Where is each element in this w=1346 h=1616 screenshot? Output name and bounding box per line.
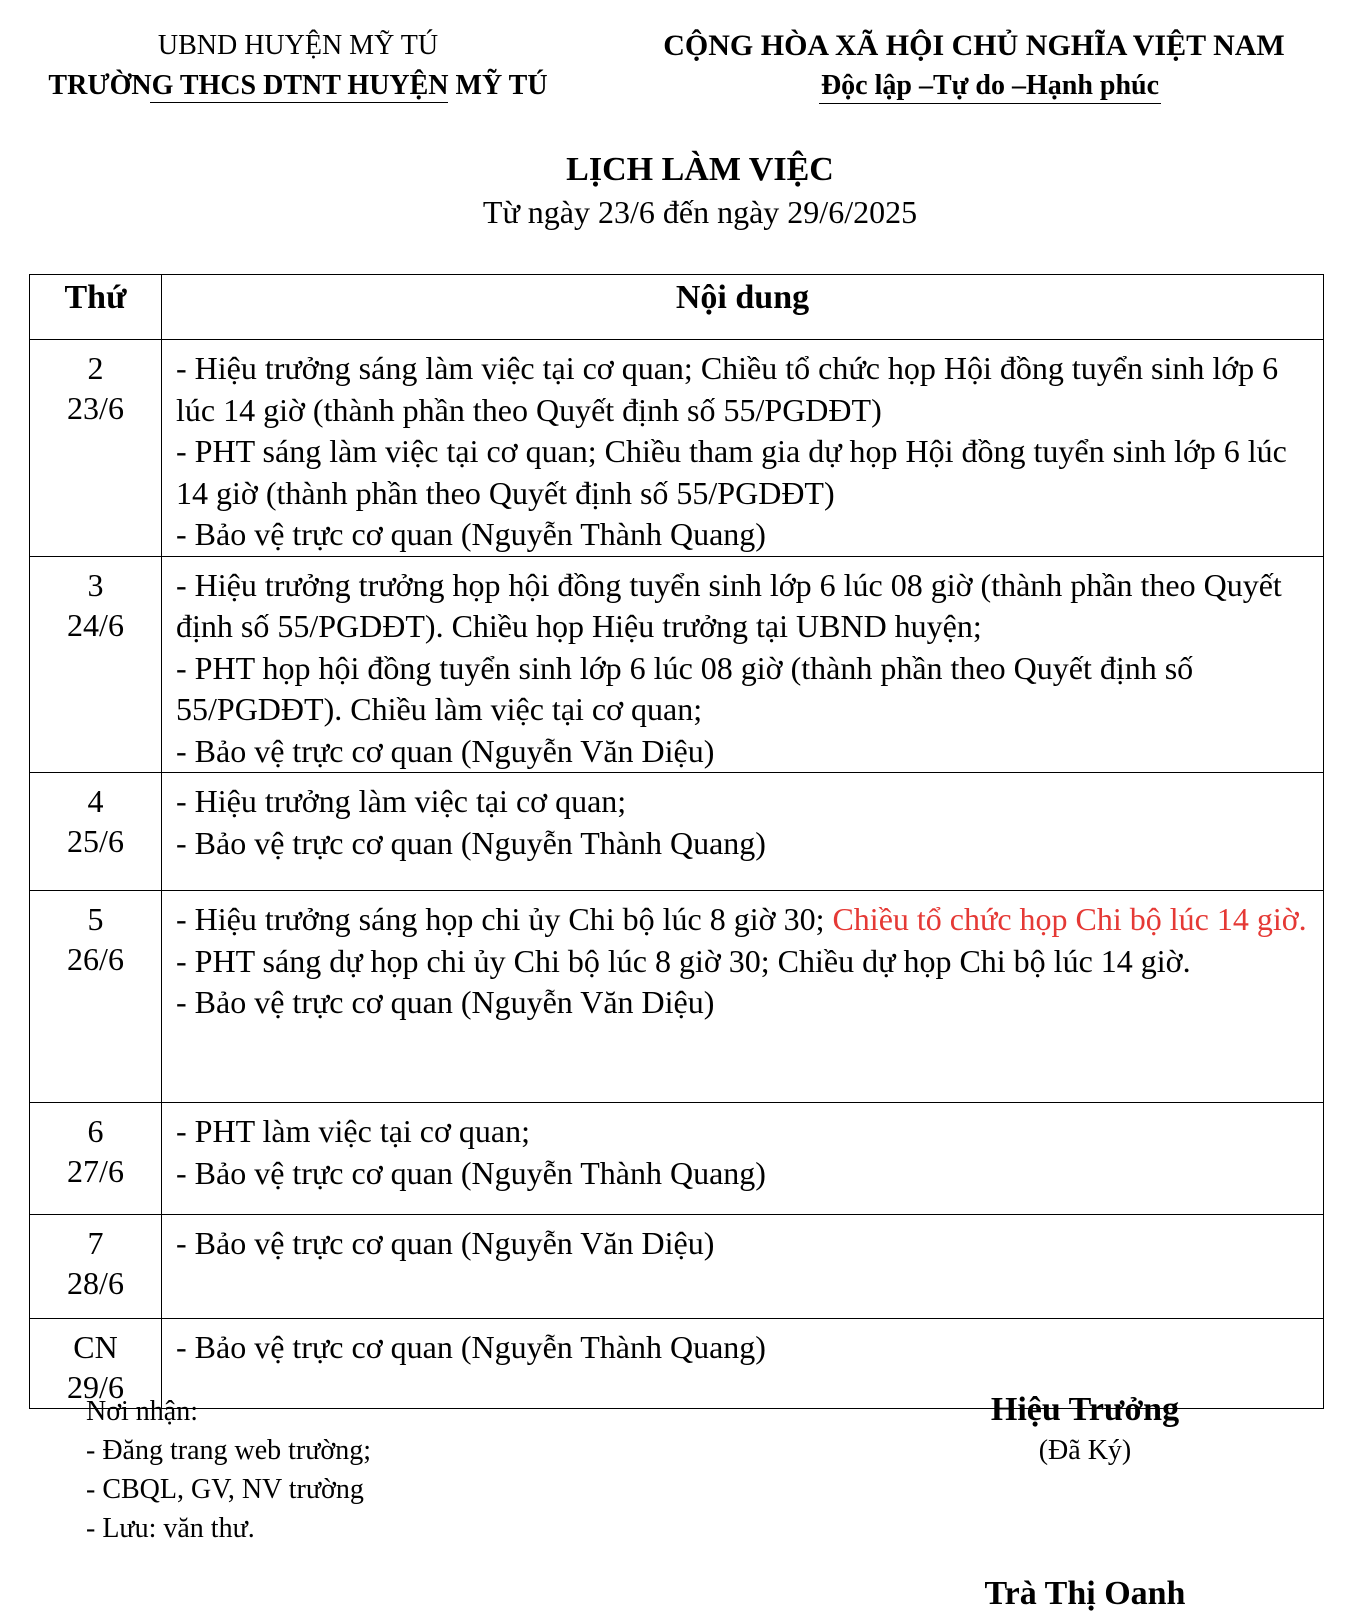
weekday-number: 5 — [87, 901, 104, 937]
day-date: 24/6 — [67, 606, 124, 643]
content-cell — [162, 773, 1324, 891]
national-header — [640, 26, 1340, 106]
signer-name: Trà Thị Oanh — [984, 1575, 1186, 1612]
day-cell — [30, 1103, 162, 1215]
signer-note: (Đã Ký) — [1038, 1435, 1132, 1466]
issuer-block — [8, 26, 588, 106]
schedule-text: - PHT sáng làm việc tại cơ quan; Chiều tham gia dự họp Hội đồng tuyển sinh lớp 6 lúc 14 giờ (thành phần theo Quyết định số 55/PGDĐT) — [176, 433, 1287, 511]
schedule-text: - Bảo vệ trực cơ quan (Nguyễn Thành Quang) — [176, 1329, 766, 1365]
issuer-school: TRƯỜNG THCS DTNT HUYỆN MỸ TÚ — [48, 70, 548, 101]
recipients-title: Nơi nhận: — [86, 1396, 199, 1427]
table-row — [30, 340, 1324, 557]
day-date: 27/6 — [67, 1153, 124, 1189]
schedule-text: - Bảo vệ trực cơ quan (Nguyễn Thành Quang) — [176, 516, 766, 552]
content-cell — [162, 556, 1324, 773]
schedule-item — [176, 431, 1313, 514]
recipient-item: - Đăng trang web trường; — [86, 1435, 372, 1466]
issuer-authority: UBND HUYỆN MỸ TÚ — [157, 30, 439, 61]
schedule-body — [30, 340, 1324, 1409]
highlighted-text: Chiều tổ chức họp Chi bộ lúc 14 giờ. — [832, 901, 1307, 937]
day-date: 23/6 — [67, 390, 124, 426]
content-cell — [162, 1215, 1324, 1319]
schedule-item — [176, 982, 1313, 1024]
schedule-item — [176, 648, 1313, 731]
schedule-item — [176, 1223, 1313, 1265]
schedule-item — [176, 565, 1313, 648]
day-date: 29/6 — [67, 1369, 124, 1405]
day-date: 25/6 — [67, 823, 124, 859]
schedule-text: - Hiệu trưởng sáng làm việc tại cơ quan; Chiều tổ chức họp Hội đồng tuyển sinh lớp 6 lúc 14 giờ (thành phần theo Quyết định số 55/PGDĐT) — [176, 350, 1279, 428]
recipient-item: - CBQL, GV, NV trường — [86, 1474, 364, 1505]
schedule-item — [176, 899, 1313, 941]
day-cell — [30, 1215, 162, 1319]
schedule-text: - Bảo vệ trực cơ quan (Nguyễn Thành Quang) — [176, 824, 766, 861]
schedule-text: - PHT họp hội đồng tuyển sinh lớp 6 lúc 08 giờ (thành phần theo Quyết định số 55/PGDĐT). Chiều làm việc tại cơ quan; — [176, 649, 1194, 727]
signature-block — [920, 1388, 1250, 1616]
table-row — [30, 891, 1324, 1103]
schedule-item — [176, 781, 1313, 823]
schedule-text: - Hiệu trưởng sáng họp chi ủy Chi bộ lúc 8 giờ 30; — [176, 901, 833, 937]
issuer-underline — [150, 102, 448, 103]
recipient-item: - Lưu: văn thư. — [86, 1513, 255, 1544]
schedule-text: - Bảo vệ trực cơ quan (Nguyễn Thành Quang) — [176, 1154, 766, 1191]
schedule-text: - Hiệu trưởng trưởng họp hội đồng tuyển sinh lớp 6 lúc 08 giờ (thành phần theo Quyết định số 55/PGDĐT). Chiều họp Hiệu trưởng tại UBND huyện; — [176, 566, 1282, 644]
schedule-text: - PHT sáng dự họp chi ủy Chi bộ lúc 8 giờ 30; Chiều dự họp Chi bộ lúc 14 giờ. — [176, 942, 1191, 979]
header-content: Nội dung — [162, 275, 1324, 340]
national-title: CỘNG HÒA XÃ HỘI CHỦ NGHĨA VIỆT NAM — [663, 29, 1285, 62]
schedule-text: - Bảo vệ trực cơ quan (Nguyễn Văn Diệu) — [176, 732, 715, 769]
schedule-text: - Bảo vệ trực cơ quan (Nguyễn Văn Diệu) — [176, 1225, 715, 1261]
schedule-item — [176, 1153, 1313, 1195]
weekday-number: 6 — [87, 1113, 104, 1149]
content-cell — [162, 340, 1324, 557]
content-cell — [162, 891, 1324, 1103]
document-title: LỊCH LÀM VIỆC — [566, 151, 834, 188]
document-subtitle: Từ ngày 23/6 đến ngày 29/6/2025 — [482, 194, 918, 230]
schedule-text: - PHT làm việc tại cơ quan; — [176, 1113, 531, 1149]
weekday-number: 2 — [87, 350, 104, 386]
schedule-item — [176, 348, 1313, 431]
table-row — [30, 1215, 1324, 1319]
day-cell — [30, 891, 162, 1103]
day-cell — [30, 556, 162, 773]
weekday-number: 3 — [87, 566, 104, 603]
schedule-text: - Bảo vệ trực cơ quan (Nguyễn Văn Diệu) — [176, 984, 715, 1020]
signer-title: Hiệu Trưởng — [990, 1391, 1180, 1428]
header-day: Thứ — [30, 275, 162, 340]
schedule-item — [176, 1111, 1313, 1153]
day-cell — [30, 773, 162, 891]
table-row — [30, 773, 1324, 891]
schedule-item — [176, 1327, 1313, 1369]
national-motto-text: Độc lập –Tự do –Hạnh phúc — [819, 70, 1161, 104]
table-row — [30, 556, 1324, 773]
schedule-item — [176, 823, 1313, 865]
table-row — [30, 1103, 1324, 1215]
schedule-text: - Hiệu trưởng làm việc tại cơ quan; — [176, 783, 627, 819]
weekday-number: 7 — [87, 1225, 104, 1261]
schedule-item — [176, 731, 1313, 773]
content-cell — [162, 1103, 1324, 1215]
weekday-number: 4 — [87, 783, 104, 819]
national-motto — [640, 66, 1340, 106]
day-date: 28/6 — [67, 1265, 124, 1301]
day-date: 26/6 — [67, 941, 124, 977]
schedule-item — [176, 514, 1313, 556]
schedule-item — [176, 941, 1313, 983]
table-header-row — [30, 275, 1324, 340]
weekday-number: CN — [73, 1329, 118, 1365]
day-cell — [30, 340, 162, 557]
schedule-table — [29, 274, 1324, 1409]
recipients-block — [86, 1392, 371, 1548]
